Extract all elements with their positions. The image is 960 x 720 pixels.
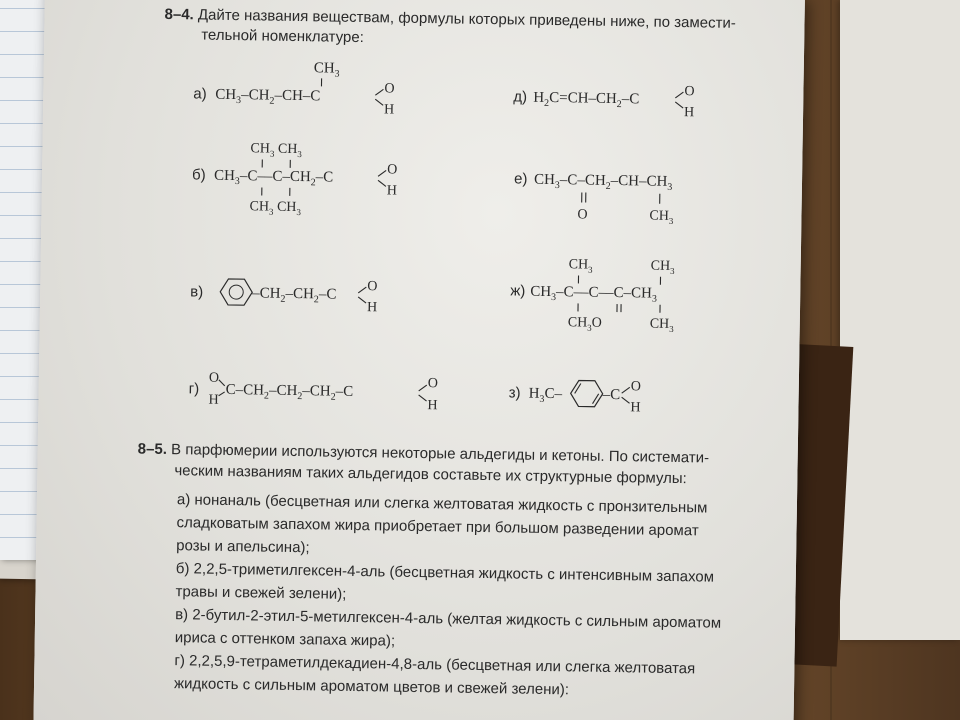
formula-b — [191, 131, 473, 235]
atom-H: H — [630, 400, 641, 416]
worksheet-page — [33, 0, 805, 720]
item-v-line2: ириса с оттенком запаха жира); — [174, 629, 396, 650]
formula-v-svg — [190, 266, 471, 320]
item-a-line2: сладковатым запахом жира приобретает при большом разведении аромат — [176, 514, 699, 540]
formula-b-label: б) — [191, 166, 206, 184]
bond — [219, 392, 225, 396]
formula-a — [193, 56, 534, 136]
formula-a-chain: $CH_3-CH_2-CH-C$ — [215, 86, 321, 107]
atom-H: H — [208, 392, 219, 408]
formula-e — [513, 159, 754, 238]
item-g-line2: жидкость с сильным ароматом цветов и свежей зелени): — [173, 675, 570, 699]
formula-zh-bottom: $CH_3O$ — [567, 315, 602, 333]
item-b-line2: травы и свежей зелени); — [175, 583, 347, 603]
background-sheet — [840, 0, 960, 640]
formula-d-label: д) — [513, 88, 528, 106]
task-8-5-text-1: В парфюмерии используются некоторые альдегиды и кетоны. По системати- — [170, 441, 710, 467]
bond — [419, 385, 427, 391]
formula-g-chain: $C-CH_2-CH_2-CH_2-C$ — [225, 381, 354, 403]
formula-a-methyl: $CH_3$ — [313, 60, 340, 80]
bond — [375, 89, 383, 95]
formula-z-chain: –C — [602, 386, 621, 404]
atom-O: O — [684, 84, 695, 100]
formula-e-chain: $CH_3-C-CH_2-CH-CH_3$ — [533, 171, 673, 193]
formula-zh-top-right: $CH_3$ — [650, 258, 675, 276]
formula-zh-bottom-right: $CH_3$ — [649, 316, 674, 334]
bond — [358, 287, 366, 293]
formula-e-label: е) — [513, 170, 528, 188]
formula-zh — [509, 249, 761, 353]
bond — [378, 180, 386, 186]
formula-d — [513, 69, 744, 128]
formula-zh-label: ж) — [510, 282, 526, 300]
formula-a-label: а) — [193, 85, 207, 103]
formula-v — [190, 266, 471, 325]
item-g-line1: г) 2,2,5,9-тетраметилдекадиен-4,8-аль (бесцветная или слегка желтоватая — [174, 652, 696, 678]
formula-zh-svg — [509, 249, 760, 348]
atom-O: O — [427, 376, 439, 392]
formula-g-label: г) — [188, 380, 200, 398]
formula-g — [188, 361, 499, 421]
formula-zh-chain: $CH_3-C--C--C-CH_3$ — [530, 283, 657, 305]
atom-H: H — [683, 105, 695, 121]
formula-z-label: з) — [508, 384, 521, 402]
benzene-circle — [229, 285, 243, 299]
bond — [622, 387, 630, 393]
item-a-line1: а) нонаналь (бесцветная или слегка желтоватая жидкость с пронзительным — [176, 491, 708, 517]
atom-O: O — [630, 379, 642, 395]
task-8-4-number: 8–4. — [164, 5, 194, 24]
item-b-line1: б) 2,2,5-триметилгексен-4-аль (бесцветная жидкость с интенсивным запахом — [175, 560, 715, 586]
formula-z — [508, 369, 729, 427]
formula-zh-top-left: $CH_3$ — [568, 257, 593, 275]
formula-e-svg — [513, 159, 754, 233]
atom-O: O — [387, 162, 398, 178]
formula-b-chain: $CH_3-C--C-CH_2-C$ — [213, 167, 334, 189]
formula-d-svg — [513, 69, 744, 123]
task-8-4-text-2: тельной номенклатуре: — [201, 26, 364, 47]
bond — [419, 395, 427, 401]
atom-H: H — [386, 183, 398, 199]
item-a-line3: розы и апельсина); — [176, 537, 310, 557]
formula-b-bottom: $CH_3$ $CH_3$ — [249, 199, 301, 218]
atom-O: O — [367, 279, 378, 295]
formula-v-chain: $-CH_2-CH_2-C$ — [252, 285, 337, 306]
formula-z-methyl: $H_3C-$ — [528, 385, 563, 405]
bond — [375, 99, 383, 105]
atom-H: H — [366, 300, 378, 316]
formula-g-svg — [188, 361, 499, 416]
task-8-5-text-2: ческим названиям таких альдегидов составьте их структурные формулы: — [174, 462, 687, 488]
formula-z-svg — [508, 369, 729, 422]
bond — [622, 397, 630, 403]
formula-b-top: $CH_3$ $CH_3$ — [250, 141, 302, 160]
atom-H: H — [383, 102, 395, 118]
task-8-4-text-1: Дайте названия веществам, формулы которых приведены ниже, по замести- — [197, 6, 736, 32]
formula-d-chain: $H_2C=CH-CH_2-C$ — [533, 89, 640, 111]
formula-v-label: в) — [190, 283, 204, 301]
formula-e-methyl: $CH_3$ — [649, 208, 674, 226]
benzene-ring — [570, 380, 602, 406]
formula-a-svg — [193, 56, 534, 131]
bond — [675, 92, 683, 98]
formula-b-svg — [191, 131, 472, 230]
bond — [378, 170, 386, 176]
benzene-ring — [220, 279, 252, 305]
item-v-line1: в) 2-бутил-2-этил-5-метилгексен-4-аль (желтая жидкость с сильным ароматом — [175, 606, 722, 632]
atom-H: H — [427, 398, 438, 414]
atom-O: O — [208, 370, 220, 386]
atom-O: O — [384, 81, 395, 97]
task-8-5-number: 8–5. — [137, 440, 168, 459]
atom-O: O — [577, 207, 588, 223]
bond — [358, 297, 366, 303]
bond — [675, 102, 683, 108]
bond — [219, 380, 225, 386]
